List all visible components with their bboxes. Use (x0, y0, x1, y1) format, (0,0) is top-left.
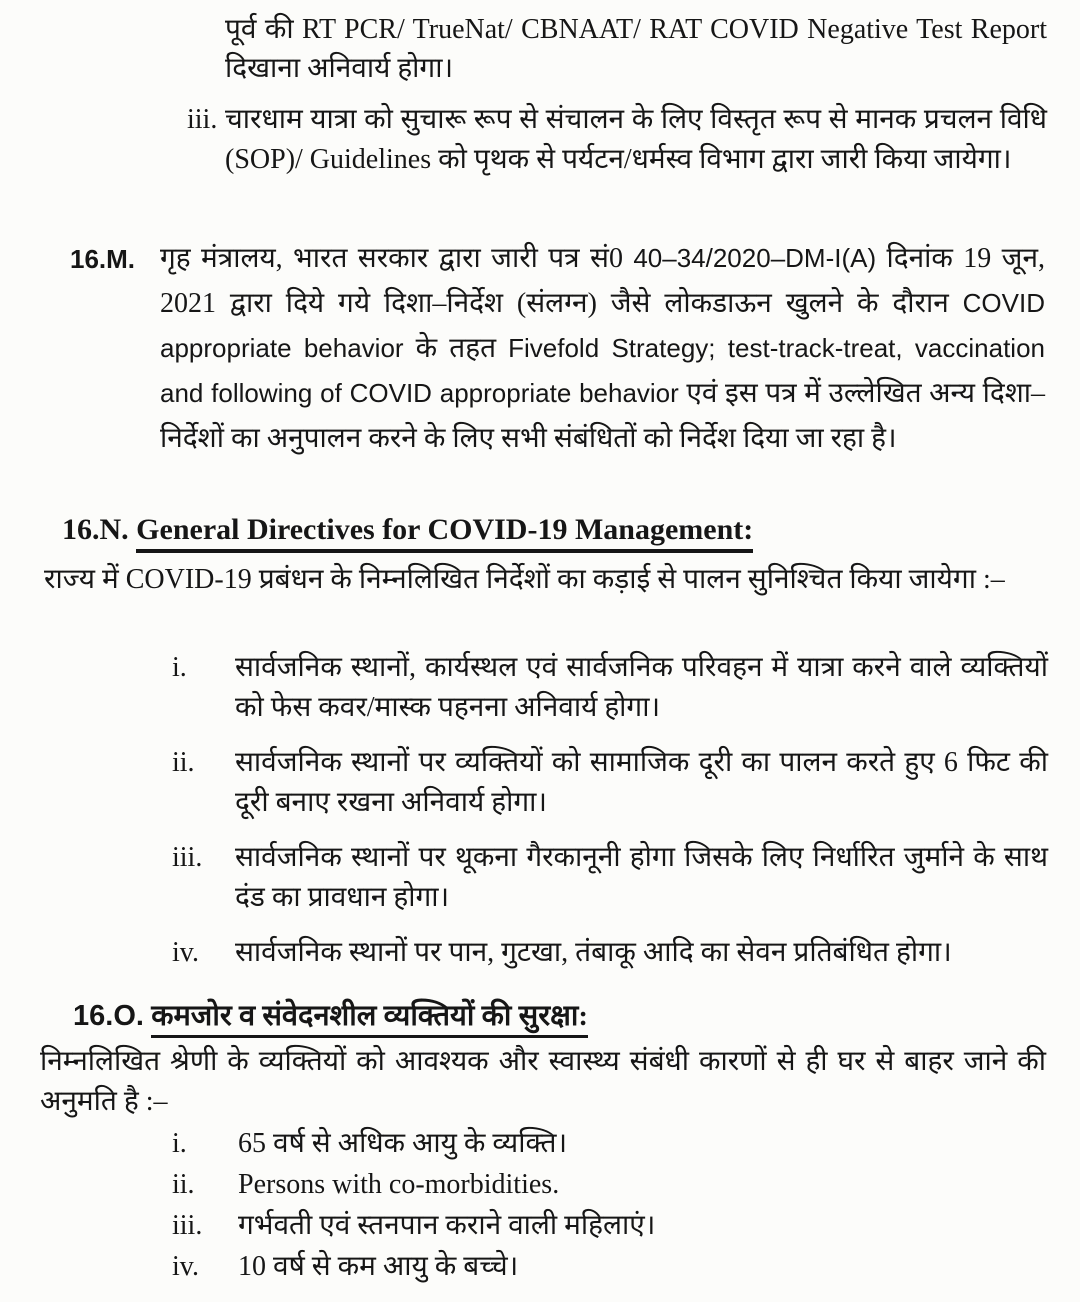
list-item (172, 1210, 1048, 1242)
list-marker: i. (172, 652, 187, 683)
text-hindi: के तहत (403, 333, 509, 364)
text-english: COVID appropriate behavior (160, 288, 1045, 363)
list-item-text: 65 वर्ष से अधिक आयु के व्यक्ति। (238, 1128, 568, 1159)
list-item-text: सार्वजनिक स्थानों पर थूकना गैरकानूनी होगा जिसके लिए निर्धारित जुर्माने के साथ दंड का प्रावधान होगा। (235, 842, 1048, 913)
list-item-text: सार्वजनिक स्थानों पर व्यक्तियों को सामाजिक दूरी का पालन करते हुए 6 फिट की दूरी बनाए रखना अनिवार्य होगा। (235, 747, 1048, 818)
section-16n-label: 16.N. (62, 513, 129, 546)
text-hindi: गृह मंत्रालय, भारत सरकार द्वारा जारी पत्र सं0 (160, 243, 634, 274)
text-hindi: दिनांक 19 जून, 2021 द्वारा दिये गये दिशा–निर्देश (संलग्न) जैसे लोकडाऊन खुलने के दौरान (160, 243, 1045, 319)
list-marker: ii. (172, 747, 195, 778)
list-marker: iv. (172, 937, 199, 968)
list-item-text: गर्भवती एवं स्तनपान कराने वाली महिलाएं। (238, 1210, 656, 1241)
list-item-text: चारधाम यात्रा को सुचारू रूप से संचालन के लिए विस्तृत रूप से मानक प्रचलन विधि (SOP)/ Guidelines को पृथक से पर्यटन/धर्मस्व विभाग द्वारा जारी किया जायेगा। (225, 104, 1047, 175)
list-item (172, 933, 1048, 973)
list-item (172, 743, 1048, 823)
section-16m-paragraph (70, 236, 1045, 461)
list-marker: i. (172, 1128, 187, 1159)
list-item (172, 1251, 1048, 1283)
text-english: Fivefold Strategy; test-track-treat, vaccination and following of COVID appropriate behavior (160, 333, 1045, 408)
section-16o-list (172, 1128, 1048, 1292)
list-marker: ii. (172, 1169, 195, 1200)
list-item-text: 10 वर्ष से कम आयु के बच्चे। (238, 1251, 519, 1282)
text-hindi: एवं इस पत्र में उल्लेखित अन्य दिशा–निर्देशों का अनुपालन करने के लिए सभी संबंधितों को निर्देश दिया जा रहा है। (160, 378, 1045, 454)
list-marker: iii. (187, 104, 218, 135)
list-item (172, 648, 1048, 728)
list-item-text: सार्वजनिक स्थानों पर पान, गुटखा, तंबाकू आदि का सेवन प्रतिबंधित होगा। (235, 937, 952, 968)
section-16n-intro: राज्य में COVID-19 प्रबंधन के निम्नलिखित निर्देशों का कड़ाई से पालन सुनिश्चित किया जायेगा :– (44, 564, 1005, 595)
section-16o-label: 16.O. (73, 1000, 144, 1032)
section-16n-heading (62, 512, 753, 548)
section-16m-label: 16.M. (70, 244, 136, 274)
list-item-iii-chardham (187, 100, 1047, 180)
list-item (172, 1128, 1048, 1160)
letter-number: 40–34/2020–DM-I(A) (633, 243, 877, 273)
list-item-text: सार्वजनिक स्थानों, कार्यस्थल एवं सार्वजनिक परिवहन में यात्रा करने वाले व्यक्तियों को फेस कवर/मास्क पहनना अनिवार्य होगा। (235, 652, 1048, 723)
list-marker: iii. (172, 842, 203, 873)
list-item (172, 1169, 1048, 1201)
section-16o-heading (73, 998, 588, 1034)
list-item (172, 838, 1048, 918)
continuation-paragraph: पूर्व की RT PCR/ TrueNat/ CBNAAT/ RAT COVID Negative Test Report दिखाना अनिवार्य होगा। (225, 14, 1047, 84)
section-16n-list (172, 648, 1048, 988)
section-16o-title: कमजोर व संवेदनशील व्यक्तियों की सुरक्षा: (151, 1000, 588, 1038)
list-marker: iii. (172, 1210, 203, 1241)
section-16o-intro: निम्नलिखित श्रेणी के व्यक्तियों को आवश्यक और स्वास्थ्य संबंधी कारणों से ही घर से बाहर जाने की अनुमति है :– (40, 1046, 1046, 1117)
list-item-text: Persons with co-morbidities. (238, 1169, 560, 1200)
list-marker: iv. (172, 1251, 199, 1282)
section-16m (70, 236, 1045, 461)
section-16n-title: General Directives for COVID-19 Management: (136, 513, 753, 553)
